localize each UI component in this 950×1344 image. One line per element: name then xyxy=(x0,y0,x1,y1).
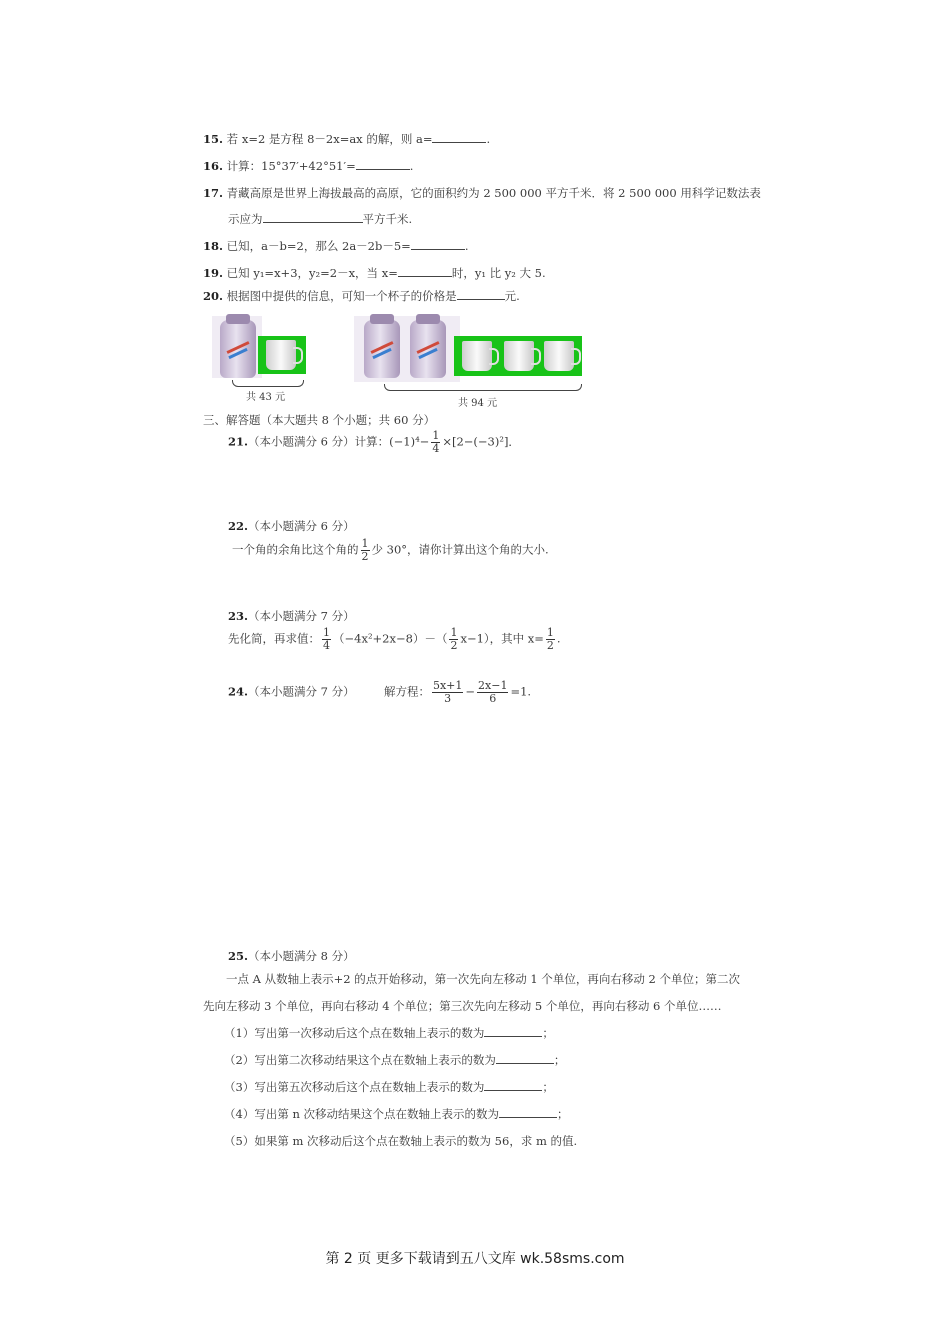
question-text: 计算：15°37′+42°51′= xyxy=(226,159,356,173)
question-text: （1）写出第一次移动后这个点在数轴上表示的数为 xyxy=(224,1026,485,1040)
price-label-1: 共 43 元 xyxy=(246,392,286,403)
answer-blank xyxy=(398,265,452,277)
question-text: 青藏高原是世界上海拔最高的高原，它的面积约为 2 500 000 平方千米．将 2 500 000 用科学记数法表 xyxy=(226,186,761,200)
question-22-body xyxy=(232,538,549,563)
question-25-part-5: （5）如果第 m 次移动后这个点在数轴上表示的数为 56，求 m 的值. xyxy=(224,1134,578,1148)
question-25 xyxy=(228,948,355,964)
punct: . xyxy=(556,631,561,646)
question-number: 22. xyxy=(228,519,249,533)
question-text: （本小题满分 6 分）计算：(−1)⁴− xyxy=(248,434,430,449)
question-text: 一个角的余角比这个角的 xyxy=(232,542,359,557)
question-25-part-3 xyxy=(224,1079,554,1095)
question-head: （本小题满分 7 分） xyxy=(248,684,355,699)
question-text: 若 x=2 是方程 8－2x=ax 的解，则 a= xyxy=(226,132,433,146)
thermos-icon xyxy=(364,320,400,378)
question-text: 示应为 xyxy=(228,212,263,226)
fraction: $\frac{5x+1}{3}$ xyxy=(432,679,463,705)
punct: ； xyxy=(553,1053,566,1067)
question-25-intro-2: 先向左移动 3 个单位，再向右移动 4 个单位；第三次先向左移动 5 个单位，再向右移动 6 个单位…… xyxy=(203,999,722,1013)
question-21 xyxy=(228,430,520,455)
question-25-part-4 xyxy=(224,1106,569,1122)
operator: − xyxy=(465,684,476,699)
question-text: （4）写出第 n 次移动结果这个点在数轴上表示的数为 xyxy=(224,1107,500,1121)
question-head: （本小题满分 7 分） xyxy=(248,609,355,623)
question-17 xyxy=(203,185,761,201)
fraction: $\frac{1}{4}$ xyxy=(323,626,330,652)
question-25-intro-1: 一点 A 从数轴上表示+2 的点开始移动，第一次先向左移动 1 个单位，再向右移动 2 个单位；第二次 xyxy=(226,972,740,986)
question-text: （2）写出第二次移动结果这个点在数轴上表示的数为 xyxy=(224,1053,496,1067)
fraction: $\frac{1}{2}$ xyxy=(450,626,458,652)
question-number: 17. xyxy=(203,186,224,200)
question-23 xyxy=(228,608,355,624)
question-18 xyxy=(203,238,468,254)
punct: . xyxy=(486,132,491,146)
fraction: $\frac{1}{2}$ xyxy=(546,626,554,652)
question-number: 15. xyxy=(203,132,224,146)
punct: . xyxy=(409,159,414,173)
figure-thermos-cup xyxy=(212,314,308,404)
question-25-part-2 xyxy=(224,1052,565,1068)
question-text: 根据图中提供的信息，可知一个杯子的价格是 xyxy=(226,289,457,303)
question-15 xyxy=(203,131,490,147)
thermos-icon xyxy=(410,320,446,378)
question-23-body xyxy=(228,627,561,652)
question-head: （本小题满分 8 分） xyxy=(248,949,355,963)
question-number: 16. xyxy=(203,159,224,173)
punct: ； xyxy=(542,1080,554,1094)
question-text: 已知 y₁=x+3，y₂=2－x，当 x= xyxy=(226,266,398,280)
answer-blank xyxy=(263,211,363,223)
question-24 xyxy=(228,680,531,705)
answer-blank xyxy=(457,288,505,300)
question-number: 20. xyxy=(203,289,224,303)
fraction: $\frac{2x-1}{6}$ xyxy=(478,679,508,705)
cup-icon xyxy=(258,336,306,374)
question-text: 平方千米. xyxy=(362,212,413,226)
question-22 xyxy=(228,518,355,534)
brace xyxy=(232,380,304,387)
question-text: 已知，a－b=2，那么 2a－2b－5= xyxy=(226,239,411,253)
brace xyxy=(384,384,582,391)
thermos-icon xyxy=(220,320,256,378)
question-16 xyxy=(203,158,413,174)
fraction: $\frac{1}{2}$ xyxy=(361,537,369,563)
question-text: 先化简，再求值： xyxy=(228,631,320,646)
question-17-line2 xyxy=(228,211,412,227)
answer-blank xyxy=(484,1079,542,1091)
question-text: x−1），其中 x= xyxy=(460,631,544,646)
fraction: $\frac{1}{4}$ xyxy=(432,429,440,455)
question-25-part-1 xyxy=(224,1025,554,1041)
question-text: 少 30°，请你计算出这个角的大小. xyxy=(371,542,549,557)
cups-icon xyxy=(454,336,582,376)
question-text: ×[2−(−3)²]． xyxy=(442,434,520,449)
punct: ； xyxy=(557,1107,569,1121)
price-label-2: 共 94 元 xyxy=(458,398,498,409)
page-footer: 第 2 页 更多下载请到五八文库 wk.58sms.com xyxy=(325,1251,625,1267)
question-text: 时，y₁ 比 y₂ 大 5. xyxy=(451,266,546,280)
question-text: 解方程： xyxy=(383,684,430,699)
question-20 xyxy=(203,288,520,304)
figure-2-thermos-3-cups xyxy=(354,314,584,409)
answer-blank xyxy=(356,158,410,170)
question-number: 25. xyxy=(228,949,249,963)
answer-blank xyxy=(484,1025,542,1037)
question-text: （3）写出第五次移动后这个点在数轴上表示的数为 xyxy=(224,1080,485,1094)
punct: 元. xyxy=(504,289,520,303)
answer-blank xyxy=(499,1106,557,1118)
question-number: 21. xyxy=(228,434,249,449)
question-19 xyxy=(203,265,546,281)
question-text: （−4x²+2x−8）－（ xyxy=(333,631,448,646)
question-number: 23. xyxy=(228,609,249,623)
punct: . xyxy=(464,239,469,253)
question-number: 19. xyxy=(203,266,224,280)
punct: ； xyxy=(542,1026,554,1040)
question-head: （本小题满分 6 分） xyxy=(248,519,355,533)
answer-blank xyxy=(411,238,465,250)
question-number: 24. xyxy=(228,684,249,699)
section-heading: 三、解答题（本大题共 8 个小题；共 60 分） xyxy=(203,413,436,427)
question-text: =1. xyxy=(510,684,532,699)
answer-blank xyxy=(496,1052,554,1064)
question-number: 18. xyxy=(203,239,224,253)
answer-blank xyxy=(432,131,486,143)
